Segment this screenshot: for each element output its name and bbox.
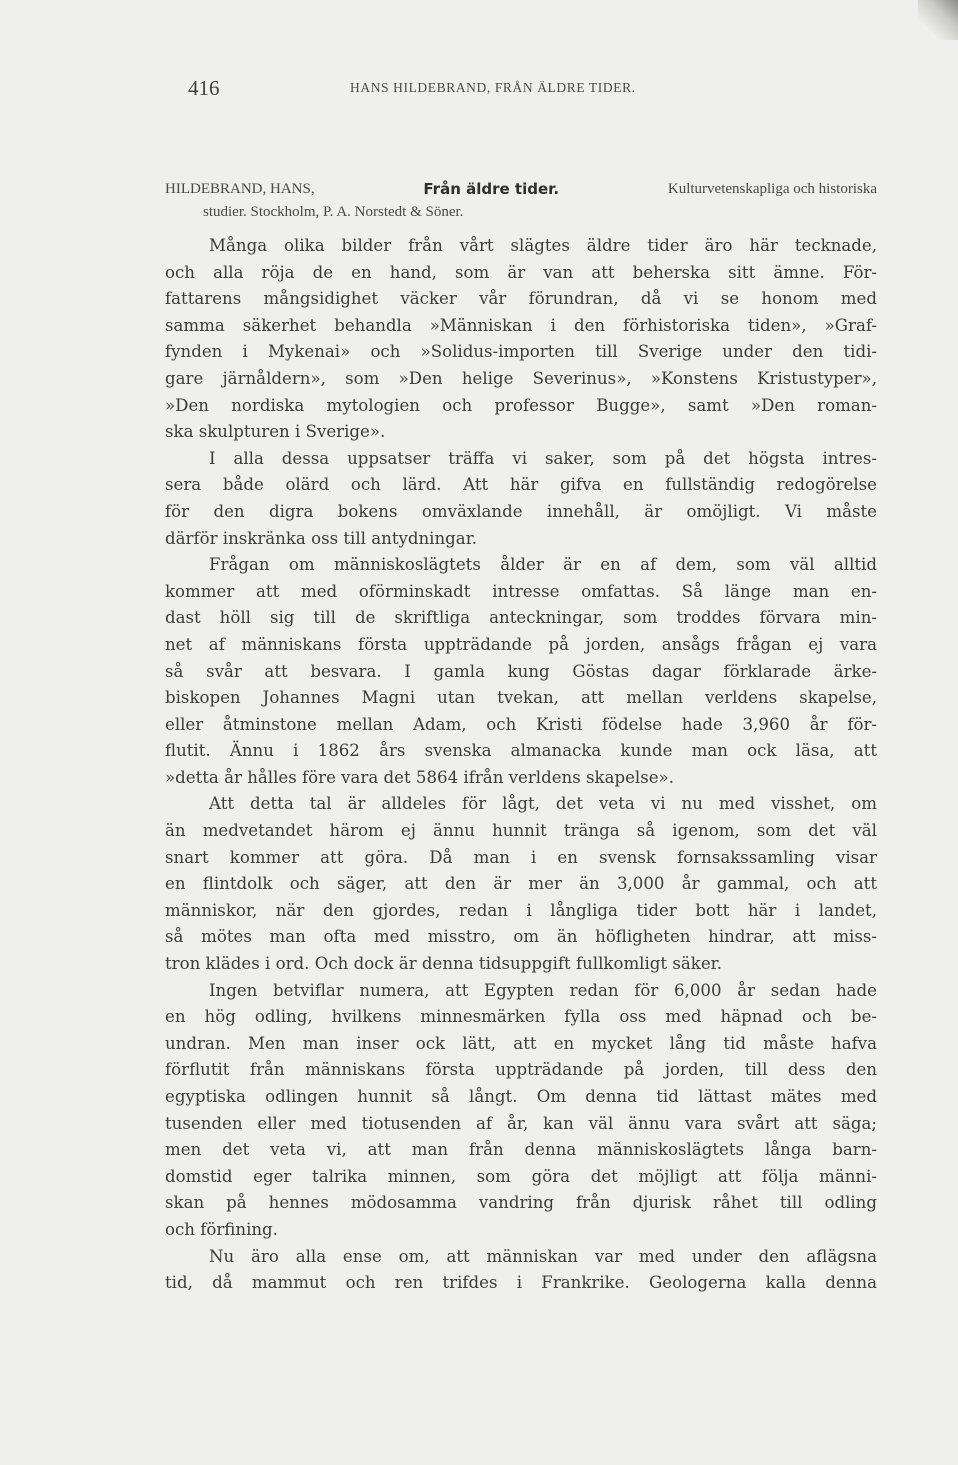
text-line: Att detta tal är alldeles för lågt, det veta vi nu med visshet, om	[209, 794, 877, 814]
text-line: än medvetandet härom ej ännu hunnit tränga så igenom, som det väl	[165, 821, 877, 841]
text-line: sera både olärd och lärd. Att här gifva en fullständig redogörelse	[165, 475, 877, 495]
body-text	[165, 233, 877, 1297]
text-line: och förfining.	[165, 1219, 278, 1239]
citation-line-2: studier. Stockholm, P. A. Norstedt & Söner.	[203, 204, 464, 220]
text-line: net af människans första uppträdande på jorden, ansågs frågan ej vara	[165, 634, 877, 654]
bibliographic-citation	[165, 178, 877, 224]
text-line: människor, när den gjordes, redan i långliga tider bott här i landet,	[165, 900, 877, 920]
text-line: flutit. Ännu i 1862 års svenska almanacka kunde man ock läsa, att	[165, 741, 877, 761]
text-line: ska skulpturen i Sverige».	[165, 422, 386, 442]
text-line: fynden i Mykenai» och »Solidus-importen till Sverige under den tidi-	[165, 342, 877, 362]
text-line: egyptiska odlingen hunnit så långt. Om denna tid lättast mätes med	[165, 1087, 877, 1106]
text-line: »detta år hålles före vara det 5864 ifrån verldens skapelse».	[165, 767, 674, 787]
text-line: så svår att besvara. I gamla kung Göstas dagar förklarade ärke-	[165, 661, 877, 681]
text-line: för den digra bokens omväxlande innehåll, är omöjligt. Vi måste	[165, 501, 877, 521]
text-line: samma säkerhet behandla »Människan i den förhistoriska tiden», »Graf-	[165, 315, 877, 335]
text-line: dast höll sig till de skriftliga anteckningar, som troddes förvara min-	[165, 608, 877, 628]
page-corner-shadow	[918, 0, 958, 40]
text-line: Frågan om människoslägtets ålder är en af dem, som väl alltid	[209, 555, 877, 575]
citation-author: HILDEBRAND, HANS,	[165, 181, 315, 197]
citation-line-1	[165, 178, 877, 201]
text-line: I alla dessa uppsatser träffa vi saker, som på det högsta intres-	[209, 448, 877, 468]
text-line: kommer att med oförminskadt intresse omfattas. Så länge man en-	[165, 581, 877, 601]
running-head: HANS HILDEBRAND, FRÅN ÄLDRE TIDER.	[350, 80, 636, 95]
text-line: Många olika bilder från vårt slägtes äldre tider äro här tecknade,	[209, 236, 877, 255]
citation-subtitle: Kulturvetenskapliga och historiska	[667, 181, 877, 197]
text-line: tusenden eller med tiotusenden af år, kan väl ännu vara svårt att säga;	[165, 1113, 877, 1133]
text-line: men det veta vi, att man från denna människoslägtets långa barn-	[165, 1140, 877, 1160]
text-line: Nu äro alla ense om, att människan var med under den aflägsna	[209, 1246, 877, 1266]
text-line: en hög odling, hvilkens minnesmärken fylla oss med häpnad och be-	[165, 1007, 877, 1027]
text-line: så mötes man ofta med misstro, om än höfligheten hindrar, att miss-	[165, 927, 877, 947]
text-line: domstid eger talrika minnen, som göra det möjligt att följa männi-	[165, 1166, 877, 1186]
text-line: »Den nordiska mytologien och professor Bugge», samt »Den roman-	[165, 395, 877, 415]
text-line: och alla röja de en hand, som är van att beherska sitt ämne. För-	[165, 262, 877, 282]
text-line: Ingen betviflar numera, att Egypten redan för 6,000 år sedan hade	[209, 980, 877, 1000]
text-line: en flintdolk och säger, att den är mer än 3,000 år gammal, och att	[165, 874, 877, 894]
text-line: tid, då mammut och ren trifdes i Frankrike. Geologerna kalla denna	[165, 1273, 877, 1293]
text-line: gare järnåldern», som »Den helige Severinus», »Konstens Kristustyper»,	[165, 368, 877, 388]
text-line: snart kommer att göra. Då man i en svensk fornsakssamling visar	[165, 847, 877, 867]
text-line: fattarens mångsidighet väcker vår förundran, då vi se honom med	[165, 289, 877, 309]
text-line: skan på hennes mödosamma vandring från djurisk råhet till odling	[165, 1193, 877, 1213]
text-line: biskopen Johannes Magni utan tvekan, att mellan verldens skapelse,	[165, 688, 877, 708]
text-line: eller åtminstone mellan Adam, och Kristi födelse hade 3,960 år för-	[165, 714, 877, 734]
text-line: därför inskränka oss till antydningar.	[165, 528, 478, 548]
text-line: tron klädes i ord. Och dock är denna tidsuppgift fullkomligt säker.	[165, 954, 723, 974]
page-number: 416	[188, 76, 220, 100]
page-header	[188, 76, 878, 100]
text-line: undran. Men man inser ock lätt, att en mycket lång tid måste hafva	[165, 1033, 877, 1053]
text-line: förflutit från människans första uppträdande på jorden, till dess den	[165, 1060, 877, 1080]
citation-title: Från äldre tider.	[423, 180, 560, 198]
